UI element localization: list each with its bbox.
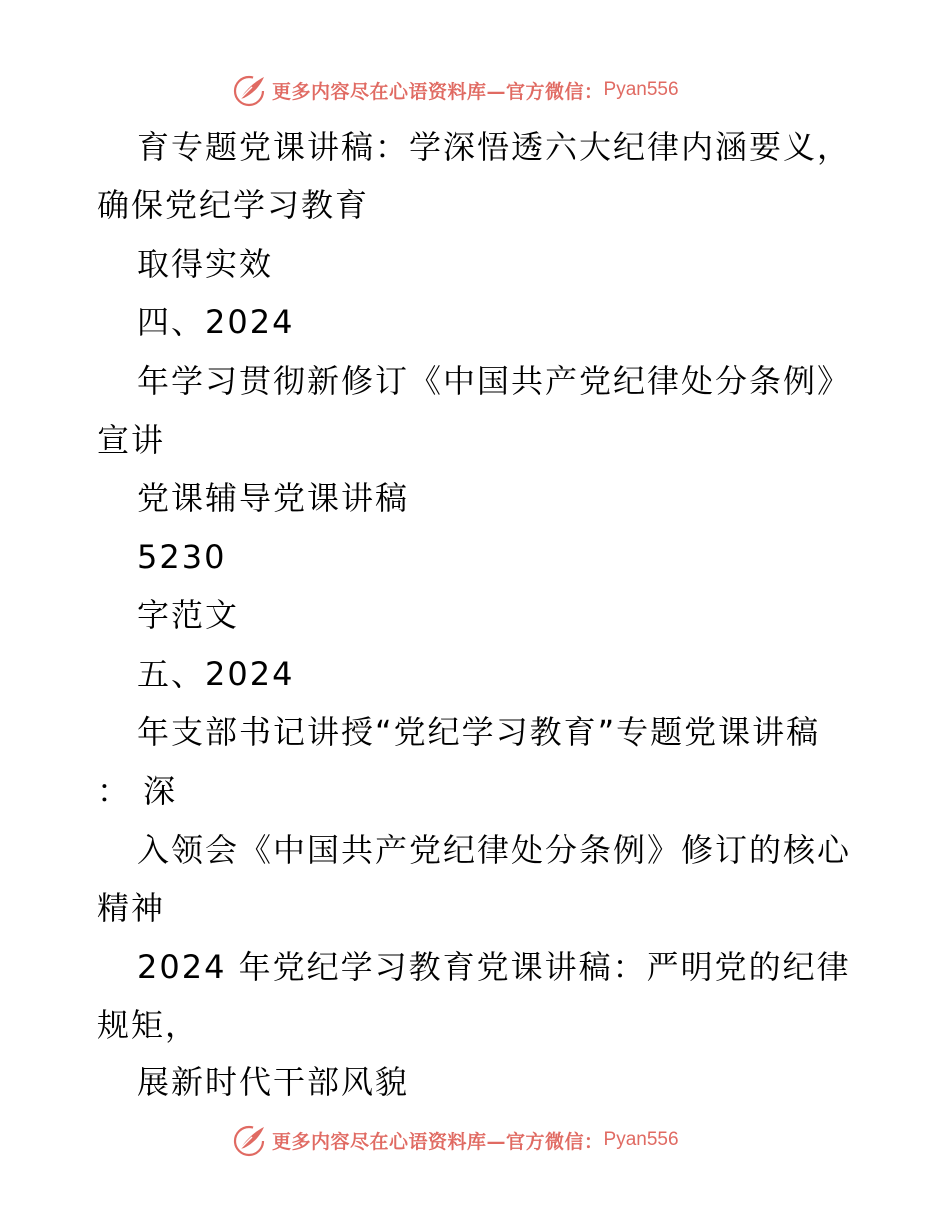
text-line: 精神 [97,889,166,927]
footer-banner [232,1120,712,1160]
text-line: 确保党纪学习教育 [97,186,370,224]
text-line: 五、2024 [137,655,295,693]
text-line: 5230 [137,538,227,576]
banner-text: 更多内容尽在心语资料库—官方微信： [272,1130,604,1153]
text-line: 党课辅导党课讲稿 [137,479,410,517]
text-line: 年学习贯彻新修订《中国共产党纪律处分条例》 [137,362,852,400]
feather-quill-logo-icon [232,1122,268,1158]
wechat-id: Pyan556 [603,1129,679,1150]
banner-text: 更多内容尽在心语资料库—官方微信： [272,80,604,103]
text-line: 展新时代干部风貌 [137,1063,410,1101]
text-line: 宣讲 [97,421,166,459]
text-line: 2024 年党纪学习教育党课讲稿：严明党的纪律 [137,948,851,986]
feather-quill-logo-icon [232,72,268,108]
text-line: 入领会《中国共产党纪律处分条例》修订的核心 [137,831,852,869]
text-line: 年支部书记讲授“党纪学习教育”专题党课讲稿 [137,713,821,751]
wechat-id: Pyan556 [603,79,679,100]
text-line: 规矩， [97,1006,200,1044]
text-line: 育专题党课讲稿：学深悟透六大纪律内涵要义， [137,128,852,166]
header-banner [232,70,712,110]
text-line: 字范文 [137,596,240,634]
text-line: ： 深 [97,772,178,810]
text-line: 取得实效 [137,245,274,283]
text-line: 四、2024 [137,303,295,341]
